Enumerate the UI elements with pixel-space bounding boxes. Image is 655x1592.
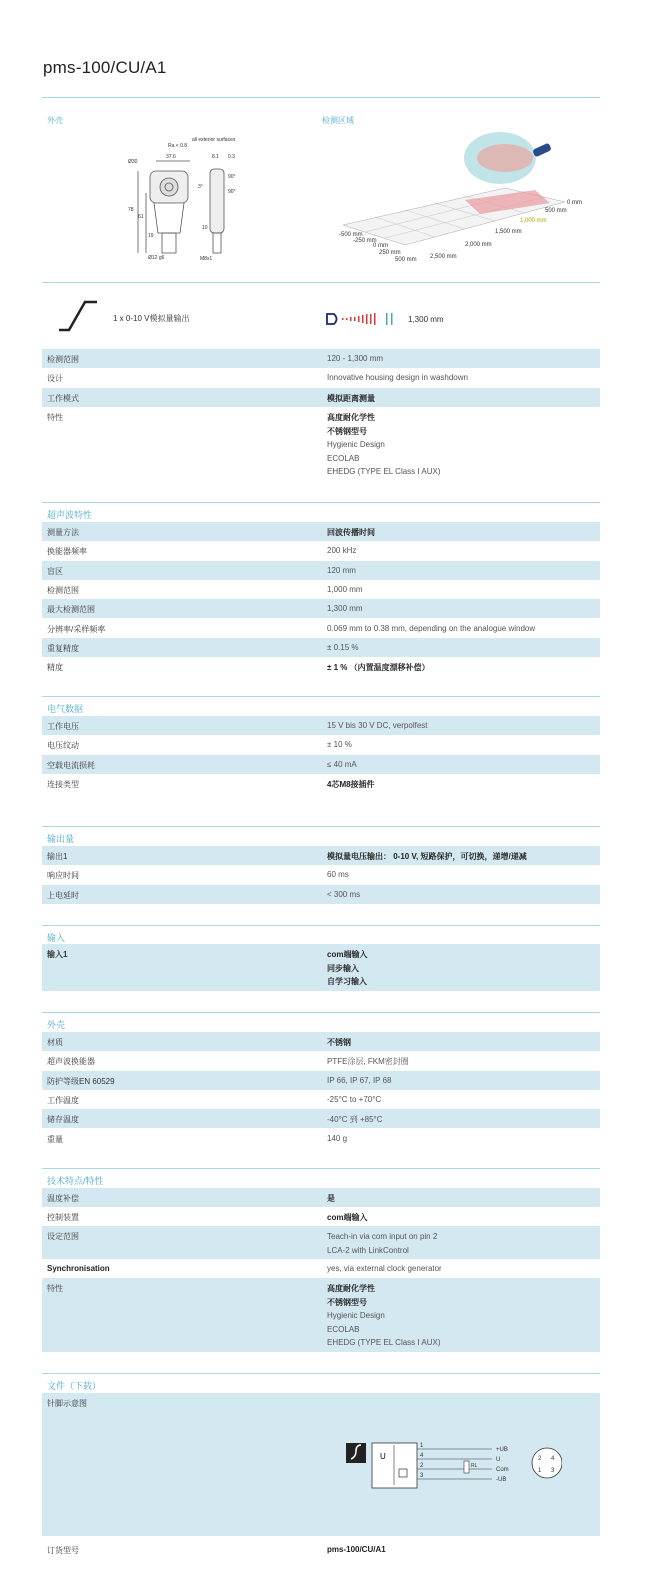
range-caption: 检测区域 (322, 116, 354, 125)
row-value: ± 1 % （内置温度漂移补偿） (327, 663, 430, 673)
table-row (42, 638, 600, 657)
row-value: 0.069 mm to 0.38 mm, depending on the analogue window (327, 623, 536, 633)
row-label: 盲区 (47, 566, 63, 576)
row-label: 针脚示意图 (47, 1399, 87, 1408)
field-label: 500 mm (545, 208, 567, 214)
table-row (42, 599, 600, 618)
feature-line: 不锈钢型号 (327, 1297, 367, 1307)
divider (42, 826, 600, 827)
table-row (42, 1259, 600, 1278)
drawing-label: Ra < 0.8 (168, 143, 188, 149)
divider (42, 1012, 600, 1013)
row-value: Innovative housing design in washdown (327, 373, 468, 382)
row-label: 材质 (47, 1038, 63, 1047)
field-label: -500 mm (339, 232, 363, 238)
table-row (42, 885, 600, 904)
row-label: 工作电压 (47, 722, 79, 731)
divider (42, 1168, 600, 1169)
feature-line: 高度耐化学性 (327, 413, 375, 422)
table-row (42, 1207, 600, 1226)
table-row (42, 1032, 600, 1051)
row-label: 特性 (47, 413, 63, 422)
order-number: pms-100/CU/A1 (327, 1545, 386, 1554)
feature-line: ECOLAB (327, 453, 360, 463)
divider (42, 502, 600, 503)
feature-line: Hygienic Design (327, 1311, 385, 1320)
setting-line: Teach-in via com input on pin 2 (327, 1232, 438, 1241)
drawing-label: 90° (228, 189, 236, 195)
row-label: 设计 (47, 374, 63, 383)
pin-diagram-row (42, 1393, 600, 1536)
table-row (42, 774, 600, 793)
drawing-label: Ø12 g6 (148, 255, 165, 261)
table-row (42, 1051, 600, 1070)
pin-signal: -UB (496, 1477, 507, 1483)
row-value: -40°C 到 +85°C (327, 1115, 383, 1125)
table-row (42, 1090, 600, 1109)
row-label: 输入1 (47, 950, 68, 959)
row-value: yes, via external clock generator (327, 1264, 442, 1273)
row-label: 精度 (47, 663, 63, 673)
table-row (42, 368, 600, 387)
feature-line: EHEDG (TYPE EL Class I AUX) (327, 467, 441, 476)
table-row (42, 865, 600, 884)
section-title: 输入 (47, 933, 66, 943)
drawing-label: 3° (198, 184, 203, 190)
table-row (42, 388, 600, 407)
drawing-label: 90° (228, 174, 236, 180)
row-value: 1,000 mm (327, 584, 363, 594)
row-label: 控制装置 (47, 1213, 79, 1222)
pin-signal: Com (496, 1467, 509, 1473)
row-label: 空载电流损耗 (47, 760, 95, 770)
row-label: 设定范围 (47, 1232, 79, 1241)
row-value: -25°C to +70°C (327, 1094, 382, 1104)
divider (42, 696, 600, 697)
row-label: 重复精度 (47, 643, 79, 653)
divider (42, 1373, 600, 1374)
table-row (42, 735, 600, 754)
pin-signal: +UB (496, 1447, 508, 1453)
field-label: -250 mm (353, 238, 377, 244)
pin-number: 4 (420, 1453, 424, 1459)
row-value: 模拟量电压输出： 0-10 V, 短路保护，可切换，递增/递减 (327, 852, 527, 861)
table-row (42, 541, 600, 560)
connector-pin: 4 (551, 1456, 555, 1462)
table-row (42, 1129, 600, 1148)
row-label: 换能器频率 (47, 547, 87, 557)
row-value: 4芯M8接插件 (327, 779, 375, 789)
table-row (42, 1226, 600, 1259)
drawing-label: 37.6 (166, 154, 176, 160)
table-row (42, 1071, 600, 1090)
field-label: 2,000 mm (465, 242, 492, 248)
table-row (42, 755, 600, 774)
housing-drawing (110, 133, 270, 268)
drawing-label: 61 (138, 214, 144, 220)
divider (42, 925, 600, 926)
table-row (42, 846, 600, 865)
row-value: 120 mm (327, 565, 356, 575)
input-line: 同步输入 (327, 963, 359, 973)
output-summary: 1 x 0-10 V模拟量输出 (113, 314, 190, 323)
table-row (42, 1540, 600, 1559)
table-row (42, 944, 600, 991)
feature-line: 高度耐化学性 (327, 1284, 375, 1293)
row-label: 防护等级EN 60529 (47, 1076, 115, 1086)
row-label: 检测范围 (47, 355, 79, 364)
row-value: 200 kHz (327, 546, 357, 556)
row-value: ± 10 % (327, 740, 352, 750)
drawing-label: Ø30 (128, 159, 138, 165)
table-row (42, 619, 600, 638)
row-value: 15 V bis 30 V DC, verpolfest (327, 721, 428, 730)
row-label: 特性 (47, 1284, 63, 1293)
table-row (42, 1109, 600, 1128)
field-label: 500 mm (395, 257, 417, 263)
row-value: 回波传播时间 (327, 528, 375, 537)
section-title: 技术特点/特性 (47, 1176, 104, 1186)
drawing-label: 10 (202, 225, 208, 231)
pin-number: 2 (420, 1463, 424, 1469)
table-row (42, 657, 600, 676)
drawing-label: 0.3 (228, 154, 235, 160)
row-value: com端输入 (327, 1213, 368, 1222)
section-title: 输出量 (47, 834, 75, 844)
input-line: com端输入 (327, 950, 368, 959)
range-summary: 1,300 mm (408, 315, 444, 324)
divider (42, 97, 600, 98)
table-row (42, 407, 600, 481)
row-label: 电压纹动 (47, 741, 79, 751)
table-row (42, 1278, 600, 1352)
row-value: 1,300 mm (327, 604, 363, 614)
connector-pin: 1 (538, 1468, 542, 1474)
sensor-range-icon (326, 312, 398, 326)
row-label: 连接类型 (47, 779, 79, 789)
row-label: 测量方法 (47, 528, 79, 537)
row-label: 温度补偿 (47, 1194, 79, 1203)
row-label: 分辨率/采样频率 (47, 624, 106, 634)
drawing-label: 8.1 (212, 154, 219, 160)
row-value: 是 (327, 1194, 335, 1203)
row-label: 上电延时 (47, 890, 79, 900)
box-label: U (380, 1452, 386, 1461)
row-value: < 300 ms (327, 889, 361, 899)
housing-caption: 外壳 (47, 116, 63, 125)
pin-signal: U (496, 1457, 501, 1463)
connector-pin: 2 (538, 1456, 542, 1462)
row-value: ± 0.15 % (327, 642, 359, 652)
wiring-diagram (342, 1435, 562, 1495)
pin-number: 1 (420, 1443, 424, 1449)
divider (42, 282, 600, 283)
row-label: 储存温度 (47, 1115, 79, 1125)
drawing-label: M8x1 (200, 256, 213, 262)
row-value: PTFE涂层, FKM密封圈 (327, 1057, 409, 1067)
table-row (42, 522, 600, 541)
drawing-label: 19 (148, 233, 154, 239)
row-label: 订货型号 (47, 1546, 79, 1555)
connector-pin: 3 (551, 1468, 555, 1474)
resistor-label: RL (471, 1463, 478, 1469)
row-label: 工作温度 (47, 1095, 79, 1105)
table-row (42, 716, 600, 735)
row-label: 响应时间 (47, 871, 79, 881)
row-value: IP 66, IP 67, IP 68 (327, 1075, 392, 1085)
row-value: 140 g (327, 1133, 348, 1143)
row-value: 60 ms (327, 870, 349, 880)
table-row (42, 349, 600, 368)
feature-line: ECOLAB (327, 1324, 360, 1334)
row-label: 超声波换能器 (47, 1057, 95, 1067)
field-label: 1,500 mm (495, 229, 522, 235)
section-title: 文件（下载） (47, 1381, 102, 1391)
table-row (42, 580, 600, 599)
feature-line: EHEDG (TYPE EL Class I AUX) (327, 1338, 441, 1347)
feature-line: 不锈钢型号 (327, 426, 367, 436)
row-value: 不锈钢 (327, 1038, 351, 1047)
table-row (42, 1188, 600, 1207)
row-label: 工作模式 (47, 394, 79, 403)
row-label: Synchronisation (47, 1264, 110, 1273)
row-value: ≤ 40 mA (327, 759, 357, 769)
drawing-label: all exterior surfaces (192, 137, 236, 143)
field-label: 1,000 mm (520, 218, 547, 224)
field-label: 250 mm (379, 250, 401, 256)
drawing-label: 78 (128, 207, 134, 213)
feature-line: Hygienic Design (327, 440, 385, 449)
field-label: 2,500 mm (430, 254, 457, 260)
row-label: 检测范围 (47, 585, 79, 595)
table-row (42, 561, 600, 580)
row-label: 最大检测范围 (47, 605, 95, 615)
section-title: 电气数据 (47, 704, 84, 714)
section-title: 超声波特性 (47, 510, 93, 520)
page-title: pms-100/CU/A1 (43, 58, 167, 77)
section-title: 外壳 (47, 1020, 66, 1030)
analog-output-icon (57, 300, 99, 332)
setting-line: LCA-2 with LinkControl (327, 1245, 409, 1255)
row-label: 输出1 (47, 852, 68, 861)
detection-field-diagram (335, 130, 590, 270)
input-line: 自学习输入 (327, 977, 367, 986)
field-label: 0 mm (567, 200, 582, 206)
row-value: 模拟距离测量 (327, 394, 375, 403)
row-value: 120 - 1,300 mm (327, 354, 384, 363)
field-label: 0 mm (373, 243, 388, 249)
pin-number: 3 (420, 1473, 424, 1479)
row-label: 重量 (47, 1134, 63, 1144)
